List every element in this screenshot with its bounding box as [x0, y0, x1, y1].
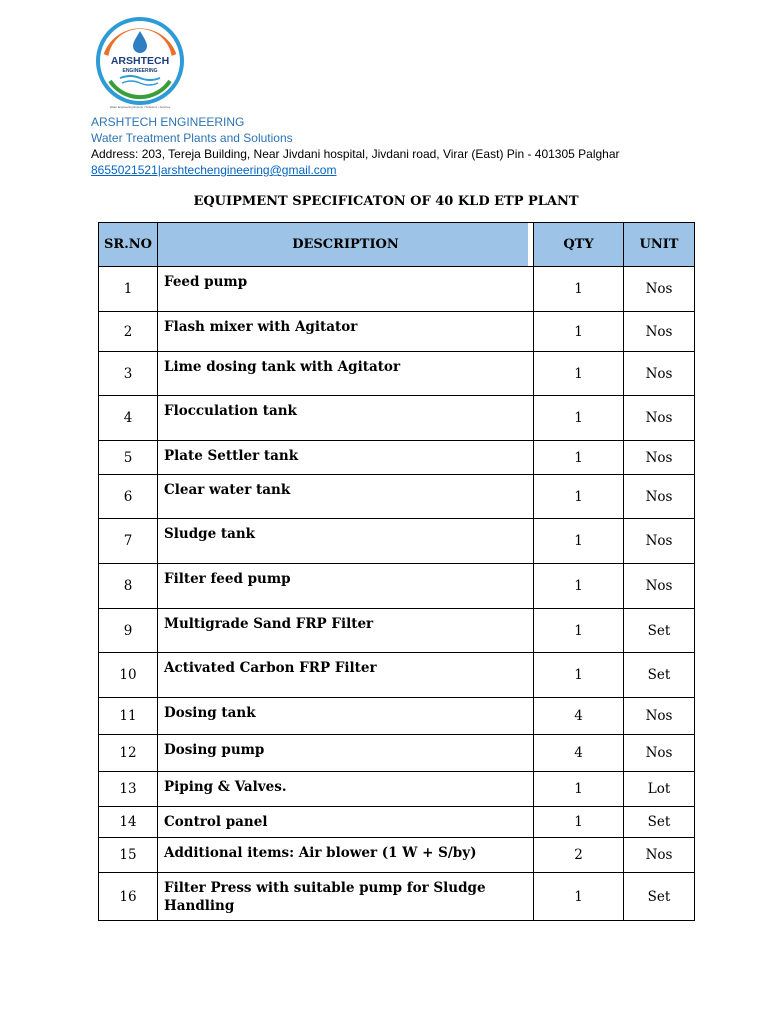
- company-contact-link[interactable]: 8655021521|arshtechengineering@gmail.com: [91, 163, 337, 177]
- cell-unit: Nos: [624, 698, 695, 735]
- cell-unit: Lot: [624, 772, 695, 807]
- cell-qty: 1: [534, 653, 624, 698]
- cell-unit: Set: [624, 653, 695, 698]
- svg-text:ENGINEERING: ENGINEERING: [122, 68, 158, 74]
- cell-unit: Nos: [624, 735, 695, 772]
- cell-description: Filter feed pump: [158, 564, 534, 609]
- table-row: [99, 475, 695, 519]
- cell-description: Plate Settler tank: [158, 441, 534, 475]
- cell-description: Multigrade Sand FRP Filter: [158, 609, 534, 653]
- header-qty: QTY: [534, 223, 624, 267]
- cell-srno: 8: [99, 564, 158, 609]
- table-row: [99, 396, 695, 441]
- table-row: [99, 838, 695, 873]
- cell-srno: 16: [99, 873, 158, 921]
- cell-unit: Set: [624, 807, 695, 838]
- cell-qty: 1: [534, 772, 624, 807]
- cell-description: Piping & Valves.: [158, 772, 534, 807]
- svg-text:Water Engineering Experts • So: Water Engineering Experts • Solutions • Services: [109, 105, 171, 109]
- equipment-table: [98, 222, 695, 921]
- company-name: ARSHTECH ENGINEERING: [91, 115, 245, 129]
- company-address: Address: 203, Tereja Building, Near Jivdani hospital, Jivdani road, Virar (East) Pin - 401305 Palghar: [91, 147, 620, 161]
- cell-srno: 13: [99, 772, 158, 807]
- header-srno: SR.NO: [99, 223, 158, 267]
- cell-description: Sludge tank: [158, 519, 534, 564]
- table-row: [99, 609, 695, 653]
- cell-description: Flocculation tank: [158, 396, 534, 441]
- table-row: [99, 873, 695, 921]
- cell-srno: 6: [99, 475, 158, 519]
- company-logo: [92, 15, 188, 111]
- cell-unit: Nos: [624, 352, 695, 396]
- table-row: [99, 564, 695, 609]
- cell-srno: 7: [99, 519, 158, 564]
- cell-description: Flash mixer with Agitator: [158, 312, 534, 352]
- cell-description: Activated Carbon FRP Filter: [158, 653, 534, 698]
- cell-srno: 5: [99, 441, 158, 475]
- svg-text:ARSHTECH: ARSHTECH: [110, 55, 170, 67]
- cell-description: Filter Press with suitable pump for Sludge Handling: [158, 873, 534, 921]
- cell-qty: 1: [534, 807, 624, 838]
- cell-qty: 1: [534, 475, 624, 519]
- cell-unit: Nos: [624, 564, 695, 609]
- cell-qty: 1: [534, 564, 624, 609]
- table-row: [99, 772, 695, 807]
- cell-unit: Nos: [624, 838, 695, 873]
- cell-unit: Nos: [624, 475, 695, 519]
- cell-srno: 12: [99, 735, 158, 772]
- company-info: [91, 114, 620, 178]
- cell-srno: 14: [99, 807, 158, 838]
- header-unit: UNIT: [624, 223, 695, 267]
- cell-qty: 1: [534, 267, 624, 312]
- company-tagline: Water Treatment Plants and Solutions: [91, 131, 293, 145]
- cell-qty: 1: [534, 312, 624, 352]
- table-row: [99, 807, 695, 838]
- cell-qty: 1: [534, 873, 624, 921]
- header-description: DESCRIPTION: [158, 223, 534, 267]
- table-row: [99, 698, 695, 735]
- table-header-row: [99, 223, 695, 267]
- table-row: [99, 312, 695, 352]
- document-title: EQUIPMENT SPECIFICATON OF 40 KLD ETP PLANT: [193, 194, 579, 209]
- cell-qty: 1: [534, 396, 624, 441]
- cell-unit: Set: [624, 609, 695, 653]
- cell-description: Clear water tank: [158, 475, 534, 519]
- cell-srno: 15: [99, 838, 158, 873]
- table-row: [99, 441, 695, 475]
- cell-description: Additional items: Air blower (1 W + S/by): [158, 838, 534, 873]
- cell-unit: Set: [624, 873, 695, 921]
- table-row: [99, 519, 695, 564]
- cell-qty: 4: [534, 735, 624, 772]
- cell-srno: 11: [99, 698, 158, 735]
- cell-qty: 1: [534, 441, 624, 475]
- table-row: [99, 267, 695, 312]
- cell-description: Control panel: [158, 807, 534, 838]
- cell-qty: 2: [534, 838, 624, 873]
- cell-srno: 9: [99, 609, 158, 653]
- cell-unit: Nos: [624, 519, 695, 564]
- cell-unit: Nos: [624, 267, 695, 312]
- cell-unit: Nos: [624, 312, 695, 352]
- cell-srno: 3: [99, 352, 158, 396]
- cell-qty: 1: [534, 519, 624, 564]
- table-row: [99, 653, 695, 698]
- cell-unit: Nos: [624, 396, 695, 441]
- cell-srno: 2: [99, 312, 158, 352]
- cell-description: Lime dosing tank with Agitator: [158, 352, 534, 396]
- cell-qty: 1: [534, 352, 624, 396]
- cell-srno: 10: [99, 653, 158, 698]
- cell-description: Dosing pump: [158, 735, 534, 772]
- cell-description: Dosing tank: [158, 698, 534, 735]
- cell-qty: 4: [534, 698, 624, 735]
- table-row: [99, 352, 695, 396]
- cell-srno: 1: [99, 267, 158, 312]
- cell-srno: 4: [99, 396, 158, 441]
- cell-description: Feed pump: [158, 267, 534, 312]
- cell-qty: 1: [534, 609, 624, 653]
- cell-unit: Nos: [624, 441, 695, 475]
- table-row: [99, 735, 695, 772]
